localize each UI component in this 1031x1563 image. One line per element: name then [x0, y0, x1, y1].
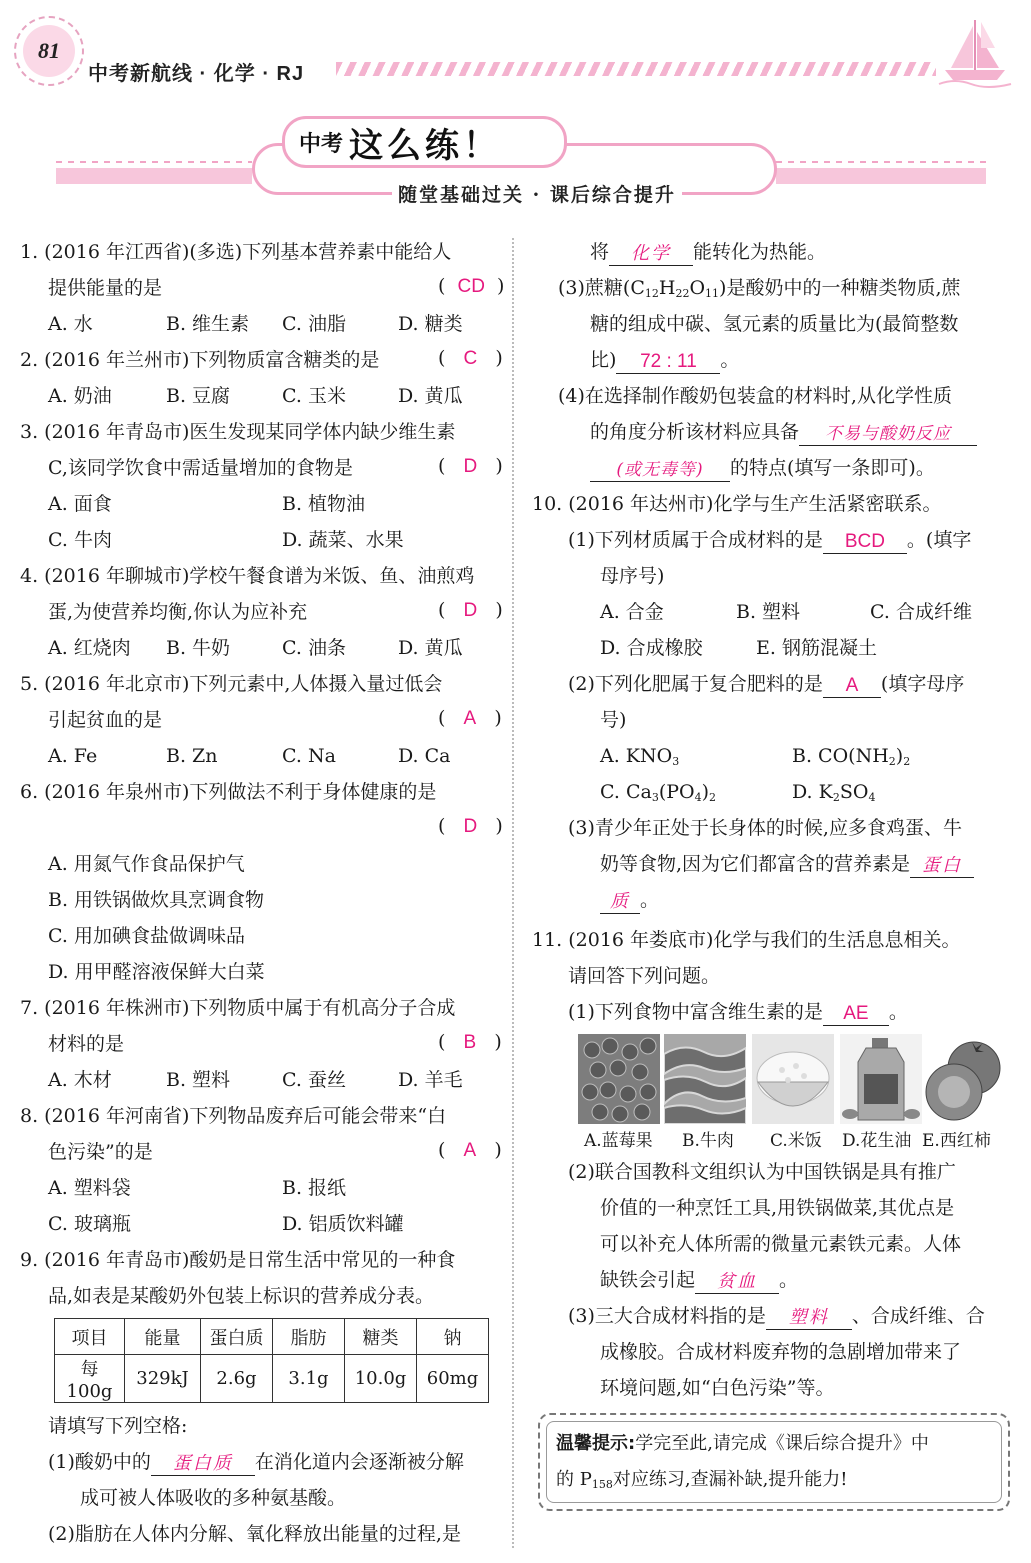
q3-answer-bracket: ( D )	[438, 455, 503, 477]
q1-option-a: A. 水	[48, 313, 93, 335]
q9-stem-2: 品,如表是某酸奶外包装上标识的营养成分表。	[48, 1285, 435, 1307]
q8-option-b: B. 报纸	[282, 1177, 347, 1199]
banner-title-small: 中考	[299, 131, 344, 157]
q9-p1-post: 在消化道内会逐渐被分解	[254, 1451, 464, 1473]
q2-option-c: C. 玉米	[282, 385, 346, 407]
q10-p1-option-b: B. 塑料	[736, 601, 801, 623]
opt-text: SO	[839, 781, 869, 803]
header-stripe	[336, 62, 936, 76]
sub: 3	[672, 755, 680, 768]
rice-image	[752, 1034, 834, 1124]
food-label-a: A.蓝莓果	[584, 1131, 653, 1151]
q9-fill-prompt: 请填写下列空格:	[48, 1415, 188, 1437]
opt-text: )	[895, 745, 904, 767]
column-divider	[512, 238, 514, 1548]
q10-p1-option-e: E. 钢筋混凝土	[756, 637, 877, 659]
sub: 2	[888, 755, 896, 768]
q3-stem-2: C,该同学饮食中需适量增加的食物是	[48, 457, 353, 479]
tip-text-1: 学完至此,请完成《课后综合提升》中	[635, 1433, 929, 1454]
q1-option-c: C. 油脂	[282, 313, 346, 335]
sub: 2	[832, 791, 840, 804]
table-header-cell: 能量	[125, 1319, 201, 1355]
q3-option-d: D. 蔬菜、水果	[282, 529, 404, 551]
banner-title	[282, 116, 567, 168]
q4-answer: D	[463, 600, 478, 621]
table-row	[55, 1355, 489, 1403]
opt-text: )	[701, 781, 710, 803]
tip-text-2-pre: 的 P	[556, 1469, 592, 1490]
q5-option-d: D. Ca	[398, 745, 451, 767]
q4-option-c: C. 油条	[282, 637, 346, 659]
q5-stem-2: 引起贫血的是	[48, 709, 163, 731]
q9-p3-post-text: )是酸奶中的一种糖类物质,蔗	[719, 277, 961, 299]
q5-answer-bracket: ( A )	[438, 707, 502, 729]
q1-stem: 1. (2016 年江西省)(多选)下列基本营养素中能给人	[20, 241, 452, 263]
q10-p1-option-a: A. 合金	[600, 601, 664, 623]
q10-p3-line1: (3)青少年正处于长身体的时候,应多食鸡蛋、牛	[568, 817, 962, 839]
food-label-d: D.花生油	[842, 1131, 912, 1151]
opt-text: C. Ca	[600, 781, 652, 803]
q11-p3-pre: (3)三大合成材料指的是	[568, 1305, 766, 1327]
tip-label: 温馨提示:	[556, 1433, 636, 1454]
food-label-e: E.西红柿	[922, 1131, 991, 1151]
q9-p4-answer-1: 不易与酸奶反应	[825, 424, 952, 444]
q11-stem: 11. (2016 年娄底市)化学与我们的生活息息相关。	[532, 929, 961, 951]
q10-p3-answer-1: 蛋白	[922, 855, 963, 876]
q3-answer: D	[463, 456, 478, 477]
q9-p2-post: 能转化为热能。	[693, 241, 827, 263]
q9-p3-post: 。	[720, 349, 740, 371]
q8-answer-bracket: ( A )	[438, 1139, 502, 1161]
table-header-cell: 糖类	[345, 1319, 417, 1355]
q1-answer: CD	[457, 276, 485, 297]
q6-stem: 6. (2016 年泉州市)下列做法不利于身体健康的是	[20, 781, 437, 803]
q9-p2-pre: 将	[590, 241, 610, 263]
q9-p4-post: 的特点(填写一条即可)。	[730, 457, 935, 479]
food-label-c: C.米饭	[770, 1131, 822, 1151]
table-header-cell: 钠	[417, 1319, 489, 1355]
q4-answer-bracket: ( D )	[438, 599, 503, 621]
formula-o: O	[689, 277, 706, 299]
q10-p2-option-d	[792, 778, 875, 808]
q11-p2-pre: 缺铁会引起	[600, 1269, 696, 1291]
q9-p4-answer-2: (或无毒等)	[616, 460, 704, 480]
q4-option-a: A. 红烧肉	[48, 637, 131, 659]
q9-p1-pre: (1)酸奶中的	[48, 1451, 151, 1473]
tip-line-2	[556, 1466, 848, 1496]
q11-part3	[568, 1302, 985, 1332]
table-header-cell: 蛋白质	[201, 1319, 273, 1355]
page-number-badge	[14, 16, 84, 86]
q6-option-a: A. 用氮气作食品保护气	[48, 853, 245, 875]
q10-stem: 10. (2016 年达州市)化学与生产生活紧密联系。	[532, 493, 942, 515]
tomato-image	[922, 1034, 1004, 1124]
q10-p2-option-b	[792, 742, 910, 772]
q9-p3-pre-text: (3)蔗糖(C	[558, 277, 645, 299]
table-header-cell: 脂肪	[273, 1319, 345, 1355]
q9-p3-line2: 糖的组成中碳、氢元素的质量比为(最简整数	[590, 313, 959, 335]
q10-part2	[568, 670, 964, 700]
q8-stem-2: 色污染”的是	[48, 1141, 153, 1163]
q8-answer: A	[463, 1140, 477, 1161]
q9-p1-line2: 成可被人体吸收的多种氨基酸。	[80, 1487, 347, 1509]
formula-h: H	[658, 277, 676, 299]
q1-answer-bracket: ( CD )	[438, 275, 505, 297]
banner-title-big: 这么练！	[349, 125, 502, 166]
table-cell: 10.0g	[345, 1355, 417, 1403]
q2-option-b: B. 豆腐	[166, 385, 231, 407]
q7-option-c: C. 蚕丝	[282, 1069, 346, 1091]
q4-stem-2: 蛋,为使营养均衡,你认为应补充	[48, 601, 308, 623]
table-cell: 329kJ	[125, 1355, 201, 1403]
banner-decor-right	[776, 152, 986, 188]
q9-part3-answer-line	[590, 346, 739, 376]
q10-p2-post: (填字母序	[880, 673, 965, 695]
q11-p1-post: 。	[888, 1001, 908, 1023]
sub: 2	[903, 755, 911, 768]
q10-p1-post: 。(填字	[906, 529, 972, 551]
q9-p2-answer: 化学	[631, 243, 672, 264]
q9-p1-answer: 蛋白质	[172, 1453, 233, 1474]
sub: 11	[705, 287, 720, 300]
q4-stem: 4. (2016 年聊城市)学校午餐食谱为米饭、鱼、油煎鸡	[20, 565, 475, 587]
q10-p3-answer-2: 质	[610, 891, 630, 912]
q6-answer-bracket: ( D )	[438, 815, 503, 837]
q10-p2-option-a	[600, 742, 679, 772]
q9-p3-answer: 72 : 11	[640, 351, 697, 372]
q3-option-c: C. 牛肉	[48, 529, 112, 551]
q2-answer: C	[463, 348, 478, 369]
q10-part3-answer-line-2	[600, 886, 659, 916]
q2-option-d: D. 黄瓜	[398, 385, 463, 407]
food-label-b: B.牛肉	[682, 1131, 734, 1151]
q10-p1-pre: (1)下列材质属于合成材料的是	[568, 529, 823, 551]
opt-text: (PO	[658, 781, 695, 803]
q9-p4-line1: (4)在选择制作酸奶包装盒的材料时,从化学性质	[558, 385, 952, 407]
q7-stem: 7. (2016 年株洲市)下列物质中属于有机高分子合成	[20, 997, 456, 1019]
q10-p1-line2: 母序号)	[600, 565, 665, 587]
q11-p1-pre: (1)下列食物中富含维生素的是	[568, 1001, 823, 1023]
q10-p1-option-d: D. 合成橡胶	[600, 637, 703, 659]
q11-p2-line1: (2)联合国教科文组织认为中国铁锅是具有推广	[568, 1161, 956, 1183]
q6-option-d: D. 用甲醛溶液保鲜大白菜	[48, 961, 265, 983]
q6-option-c: C. 用加碘食盐做调味品	[48, 925, 245, 947]
opt-text: D. K	[792, 781, 833, 803]
q9-part1	[48, 1448, 464, 1478]
banner-decor-left	[56, 152, 252, 188]
q9-p4-pre: 的角度分析该材料应具备	[590, 421, 800, 443]
q5-option-c: C. Na	[282, 745, 336, 767]
q11-p3-line2: 成橡胶。合成材料废弃物的急剧增加带来了	[600, 1341, 962, 1363]
q6-answer: D	[463, 816, 478, 837]
q7-answer-bracket: ( B )	[438, 1031, 502, 1053]
q10-p3-pre: 奶等食物,因为它们都富含的营养素是	[600, 853, 911, 875]
q7-stem-2: 材料的是	[48, 1033, 125, 1055]
q8-option-c: C. 玻璃瓶	[48, 1213, 131, 1235]
q11-p2-line2: 价值的一种烹饪工具,用铁锅做菜,其优点是	[600, 1197, 955, 1219]
q9-stem: 9. (2016 年青岛市)酸奶是日常生活中常见的一种食	[20, 1249, 456, 1271]
q10-p2-line2: 号)	[600, 709, 627, 731]
q10-p2-pre: (2)下列化肥属于复合肥料的是	[568, 673, 823, 695]
q5-option-b: B. Zn	[166, 745, 218, 767]
q11-p3-answer: 塑料	[788, 1307, 829, 1328]
sub: 158	[591, 1478, 613, 1491]
blueberry-image	[578, 1034, 660, 1124]
q10-p3-post: 。	[640, 889, 660, 911]
table-cell: 60mg	[417, 1355, 489, 1403]
q8-stem: 8. (2016 年河南省)下列物品废弃后可能会带来“白	[20, 1105, 447, 1127]
sub: 4	[694, 791, 702, 804]
q9-p3-line1	[558, 274, 960, 304]
q2-stem: 2. (2016 年兰州市)下列物质富含糖类的是	[20, 349, 380, 371]
q7-answer: B	[463, 1032, 477, 1053]
q8-option-a: A. 塑料袋	[48, 1177, 131, 1199]
nutrition-table	[54, 1318, 489, 1403]
q10-p2-option-c	[600, 778, 716, 808]
q10-part3-answer-line	[600, 850, 974, 880]
q2-option-a: A. 奶油	[48, 385, 112, 407]
tip-line-1	[556, 1430, 929, 1460]
sub: 3	[651, 791, 659, 804]
q1-option-d: D. 糖类	[398, 313, 463, 335]
q10-p1-option-c: C. 合成纤维	[870, 601, 972, 623]
table-cell: 2.6g	[201, 1355, 273, 1403]
sub: 2	[709, 791, 717, 804]
q7-option-b: B. 塑料	[166, 1069, 231, 1091]
opt-text: B. CO(NH	[792, 745, 889, 767]
q9-part4-answer-line	[590, 418, 977, 448]
q11-p3-post: 、合成纤维、合	[851, 1305, 985, 1327]
q11-p3-line3: 环境问题,如“白色污染”等。	[600, 1377, 835, 1399]
q7-option-a: A. 木材	[48, 1069, 112, 1091]
q11-p2-answer: 贫血	[717, 1271, 758, 1292]
q11-p2-line3: 可以补充人体所需的微量元素铁元素。人体	[600, 1233, 962, 1255]
opt-text: A. KNO	[600, 745, 673, 767]
sub: 22	[675, 287, 690, 300]
q10-part1	[568, 526, 971, 556]
q5-stem: 5. (2016 年北京市)下列元素中,人体摄入量过低会	[20, 673, 443, 695]
q6-option-b: B. 用铁锅做炊具烹调食物	[48, 889, 265, 911]
q11-p2-post: 。	[779, 1269, 799, 1291]
q11-p1-answer: AE	[843, 1003, 869, 1024]
book-title: 中考新航线 · 化学 · RJ	[88, 63, 305, 85]
q9-p3-pre: 比)	[590, 349, 617, 371]
q8-option-d: D. 铝质饮料罐	[282, 1213, 404, 1235]
q3-option-a: A. 面食	[48, 493, 112, 515]
q11-part2-answer-line	[600, 1266, 798, 1296]
page-number: 81	[23, 25, 75, 77]
tip-text-2-post: 对应练习,查漏补缺,提升能力!	[612, 1469, 848, 1490]
table-header-row	[55, 1319, 489, 1355]
q7-option-d: D. 羊毛	[398, 1069, 463, 1091]
q3-stem: 3. (2016 年青岛市)医生发现某同学体内缺少维生素	[20, 421, 456, 443]
q10-p2-answer: A	[845, 675, 859, 696]
q5-answer: A	[463, 708, 477, 729]
q1-option-b: B. 维生素	[166, 313, 250, 335]
table-cell: 3.1g	[273, 1355, 345, 1403]
q9-p2-line1: (2)脂肪在人体内分解、氧化释放出能量的过程,是	[48, 1523, 461, 1545]
q4-option-d: D. 黄瓜	[398, 637, 463, 659]
q9-part4-answer-line-2	[590, 454, 935, 484]
sub: 12	[644, 287, 659, 300]
q1-stem-2: 提供能量的是	[48, 277, 163, 299]
peanut-oil-image	[840, 1034, 922, 1124]
beef-image	[664, 1034, 746, 1124]
q5-option-a: A. Fe	[48, 745, 98, 767]
q4-option-b: B. 牛奶	[166, 637, 231, 659]
table-header-cell: 项目	[55, 1319, 125, 1355]
q3-option-b: B. 植物油	[282, 493, 366, 515]
sub: 4	[868, 791, 876, 804]
table-cell: 每 100g	[55, 1355, 125, 1403]
banner-subtitle: 随堂基础过关 · 课后综合提升	[392, 180, 682, 207]
ship-logo-icon	[935, 18, 1015, 90]
q2-answer-bracket: ( C )	[438, 347, 503, 369]
q11-part1	[568, 998, 908, 1028]
q11-stem-2: 请回答下列问题。	[568, 965, 721, 987]
q9-part2-end	[590, 238, 826, 268]
q10-p1-answer: BCD	[844, 531, 885, 552]
